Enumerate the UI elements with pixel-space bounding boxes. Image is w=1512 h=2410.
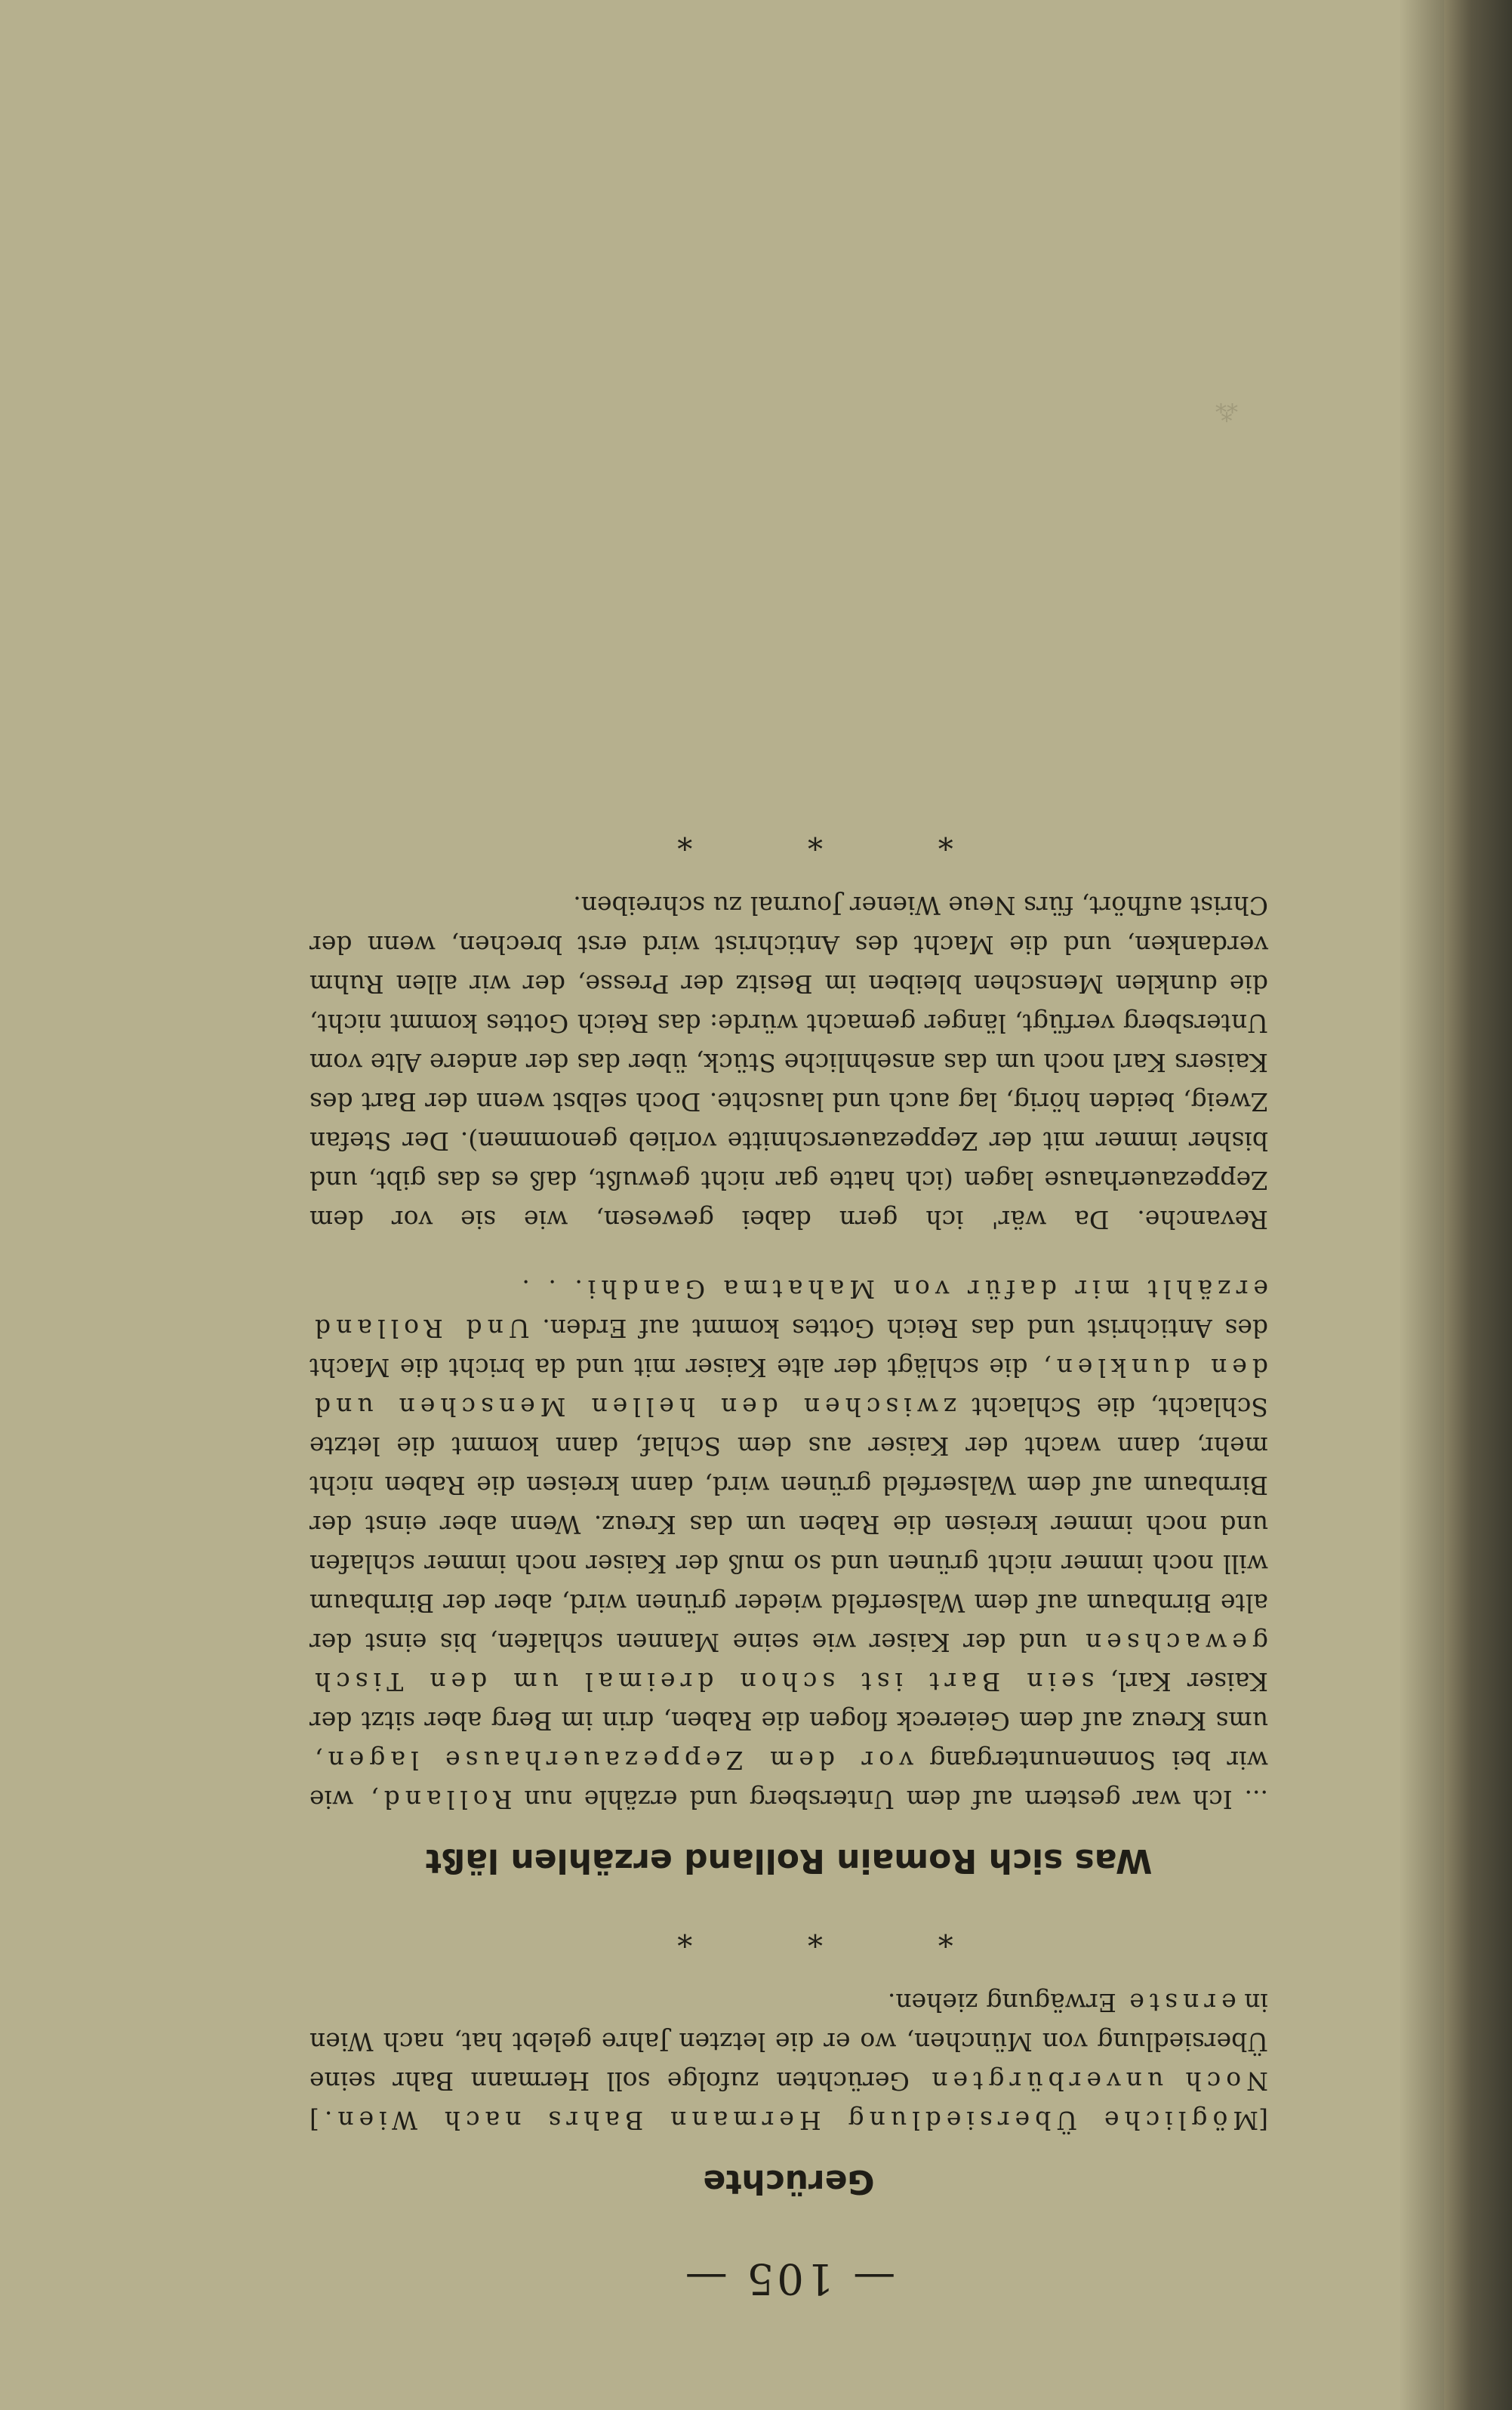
rumor-label: Mögliche Übersiedlung Hermann Bahrs nach Wien. xyxy=(319,2106,1259,2135)
word-rolland: Rolland, xyxy=(365,1785,513,1814)
page-edge-shadow xyxy=(1399,0,1444,2410)
phrase-zwischen: zwischen den hellen Menschen und den dunklen, xyxy=(309,1353,1268,1422)
word-ernste: ernste xyxy=(1124,1988,1236,2017)
show-through-text: ⁂ xyxy=(1215,398,1238,424)
p1-text-d: und der Kaiser wie seine Mannen schlafen, bis einst der alte Birnbaum auf dem Walserfeld wieder grünen wird, aber der Birnbaum will noch immer nicht grünen und so muß der Kaiser noch immer schlafen und noch immer kreisen die Raben um das Kreuz. Wenn aber einst der Birnbaum auf dem Walserfeld grünen wird, dann kreisen die Raben nicht mehr, dann wacht der Kaiser aus dem Schlaf, dann kommt die letzte Schlacht, die Schlacht xyxy=(309,1392,1268,1657)
p1-text-b: wie wir bei Sonnenuntergang xyxy=(309,1746,1268,1814)
section-divider: * * * xyxy=(624,1918,953,1952)
word-unverbuergten: unverbürgten xyxy=(926,2066,1164,2096)
rumor-text-b: Erwägung ziehen. xyxy=(887,1988,1116,2017)
p1-text-e: die schlägt der alte Kaiser mit und da bricht die Macht des Antichrist und das Reich Gottes kommt auf Erden. xyxy=(309,1314,1268,1382)
phrase-sein-bart: sein Bart ist schon dreimal um den Tisch gewachsen xyxy=(309,1628,1268,1697)
page-number: — 105 — xyxy=(682,2254,896,2303)
paragraph-revanche: Revanche. Da wär' ich gern dabei gewesen, wie sie vor dem Zeppezauerhause lagen (ich hatte gar nicht gewußt, daß es das gibt, und bisher immer mit der Zeppezauerschnitte vorlieb genommen). Der Stefan Zweig, beiden hörig, lag auch und lauschte. Doch selbst wenn der Bart des Kaisers Karl noch um das ansehnliche Stück, über das der andere Alte vom Untersberg verfügt, länger gemacht würde: das Reich Gottes kommt nicht, die dunklen Menschen bleiben im Besitz der Presse, der wir allen Ruhm verdanken, und die Macht des Antichrist wird erst brechen, wenn der Christ aufhört, fürs Neue Wiener Journal zu schreiben. xyxy=(309,891,1268,1234)
phrase-vor-dem-zepp: vor dem Zeppezauerhause lagen, xyxy=(309,1746,913,1775)
section-heading-rolland: Was sich Romain Rolland erzählen läßt xyxy=(425,1841,1153,1880)
p1-text-c: ums Kreuz auf dem Geiereck flogen die Raben, drin im Berg aber sitzt der Kaiser Karl, xyxy=(309,1667,1268,1736)
phrase-und-rolland: Und Rolland erzählt mir dafür von Mahatma Gandhi. . . xyxy=(309,1274,1268,1343)
page-content xyxy=(309,325,1268,2303)
book-binding xyxy=(1444,0,1512,2410)
section-divider-end: * * * xyxy=(624,821,953,855)
p1-text-a: ... Ich war gestern auf dem Untersberg und erzähle nun xyxy=(524,1785,1268,1814)
rumor-text-a: Gerüchten zufolge soll Hermann Bahr seine Übersiedlung von München, wo er die letzten Jahre gelebt hat, nach Wien in xyxy=(309,1988,1268,2096)
paragraph-untersberg xyxy=(309,1269,1268,1819)
word-noch: Noch xyxy=(1180,2066,1268,2096)
paragraph-bahr-rumor: [Mögliche Übersiedlung Hermann Bahrs nach Wien.] Noch unverbürgten Gerüchten zufolge soll Hermann Bahr seine Übersiedlung von München, wo er die letzten Jahre gelebt hat, nach Wien in ernste Erwägung ziehen. xyxy=(309,1988,1268,2135)
section-heading-geruechte: Gerüchte xyxy=(703,2162,875,2201)
